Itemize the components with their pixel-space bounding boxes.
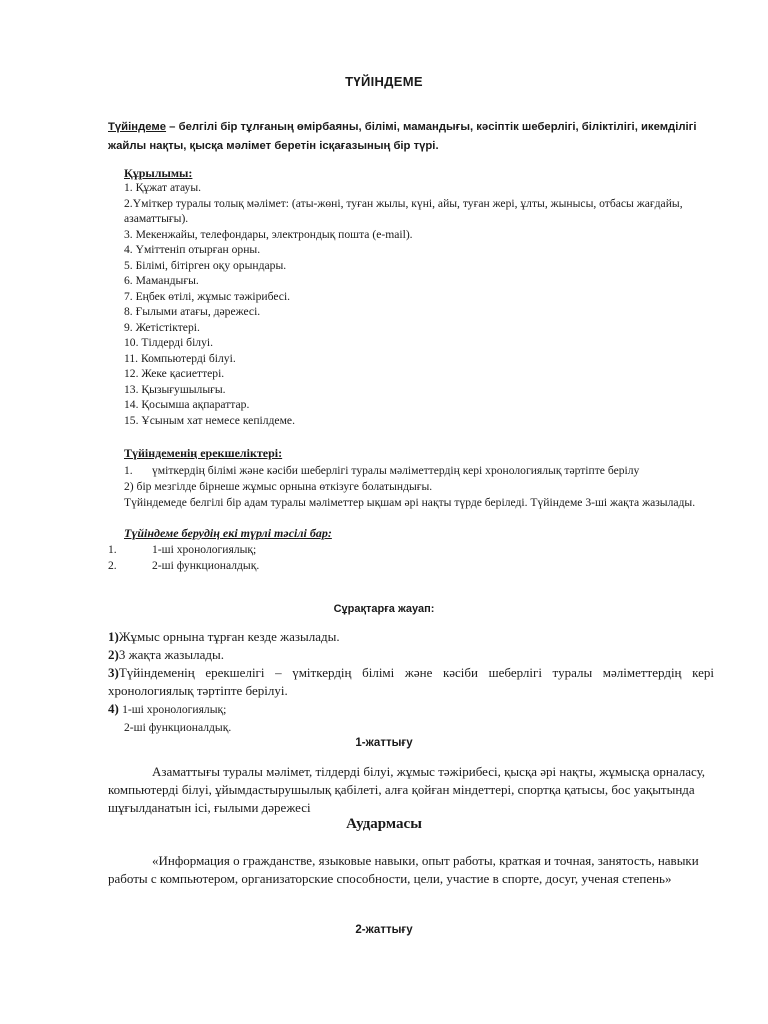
- ways-list: [108, 542, 708, 573]
- list-item: [108, 542, 708, 558]
- list-item: [108, 558, 708, 574]
- answer-number: 3): [108, 665, 119, 680]
- answer-number: 2): [108, 647, 119, 662]
- answer-item: [108, 664, 714, 700]
- list-item: 10. Тілдерді білуі.: [124, 336, 214, 349]
- qa-heading: Сұрақтарға жауап:: [333, 603, 435, 615]
- answer-number: 4): [108, 701, 119, 716]
- translation-heading: Аудармасы: [346, 816, 422, 832]
- structure-heading: Құрылымы:: [124, 166, 193, 180]
- list-item: 12. Жеке қасиеттері.: [124, 367, 225, 380]
- answers-block: [108, 628, 714, 737]
- answer-continuation: 2-ші функционалдық.: [124, 721, 232, 734]
- list-item: 9. Жетістіктері.: [124, 320, 200, 334]
- list-item: [124, 463, 724, 479]
- list-item: 15. Ұсыным хат немесе кепілдеме.: [124, 413, 295, 427]
- answer-item: [108, 628, 714, 646]
- answer-item: [108, 700, 714, 719]
- list-item: 2) бір мезгілде бірнеше жұмыс орнына өткізуге болатындығы.: [124, 479, 433, 493]
- features-list: [124, 463, 724, 494]
- list-item: 1. Құжат атауы.: [124, 181, 202, 194]
- list-item: 2.Үміткер туралы толық мәлімет: (аты-жөні, туған жылы, күні, айы, туған жері, ұлты, жынысы, отбасы жағдайы, азаматтығы).: [124, 196, 683, 225]
- list-item: 14. Қосымша ақпараттар.: [124, 398, 250, 411]
- answer-text: 1-ші хронологиялық;: [122, 703, 227, 716]
- structure-list: [124, 180, 724, 428]
- exercise2-heading: 2-жаттығу: [355, 924, 413, 936]
- exercise1-heading: 1-жаттығу: [355, 737, 413, 749]
- features-paragraph: Түйіндемеде белгілі бір адам туралы мәліметтер ықшам әрі нақты түрде беріледі. Түйіндеме 3-ші жақта жазылады.: [124, 496, 696, 509]
- answer-text: Жұмыс орнына тұрған кезде жазылады.: [118, 629, 340, 644]
- list-item: 11. Компьютерді білуі.: [124, 351, 236, 365]
- intro-term: Түйіндеме: [108, 121, 167, 133]
- answer-number: 1): [108, 629, 119, 644]
- list-item: 13. Қызығушылығы.: [124, 382, 226, 396]
- answer-item: [108, 646, 714, 664]
- list-text: үміткердің білімі және кәсіби шеберлігі туралы мәліметтердің кері хронологиялық тәртіпте берілу: [152, 464, 640, 477]
- list-item: 7. Еңбек өтілі, жұмыс тәжірибесі.: [124, 289, 291, 303]
- intro-text: – белгілі бір тұлғаның өмірбаяны, білімі, мамандығы, кәсіптік шеберлігі, біліктілігі, икемділігі жайлы нақты, қысқа мәлімет беретін ісқағазының бір түрі.: [108, 121, 697, 152]
- list-number: 1.: [124, 464, 133, 477]
- list-item: 6. Мамандығы.: [124, 274, 199, 287]
- ways-heading: Түйіндеме берудің екі түрлі тәсілі бар:: [124, 526, 332, 540]
- intro-paragraph: [108, 118, 708, 156]
- answer-text: 3 жақта жазылады.: [118, 647, 224, 662]
- list-item: 3. Мекенжайы, телефондары, электрондық пошта (e-mail).: [124, 227, 413, 241]
- list-item: 5. Білімі, бітірген оқу орындары.: [124, 258, 287, 272]
- translation-text: «Информация о гражданстве, языковые навыки, опыт работы, краткая и точная, занятость, навыки работы с компьютером, организаторские способности, цели, участие в спорте, досуг, ученая степень»: [108, 853, 699, 886]
- list-text: 1-ші хронологиялық;: [152, 543, 257, 556]
- answer-text: Түйіндеменің ерекшелігі – үміткердің білімі және кәсіби шеберлігі туралы мәліметтердің кері хронологиялық тәртіпте берілуі.: [108, 665, 714, 698]
- list-text: 2-ші функционалдық.: [152, 558, 260, 572]
- list-item: 8. Ғылыми атағы, дәрежесі.: [124, 305, 261, 318]
- features-heading: Түйіндеменің ерекшеліктері:: [124, 446, 283, 460]
- exercise1-text: Азаматтығы туралы мәлімет, тілдерді білуі, жұмыс тәжірибесі, қысқа әрі нақты, жұмысқа орналасу, компьютерді білуі, ұйымдастырушылық қабілеті, алға қойған міндеттері, спортқа қатысы, бос уақытында шұғылданатын ісі, ғылыми дәрежесі: [108, 764, 706, 815]
- list-number: 1.: [108, 543, 117, 556]
- list-item: 4. Үміттеніп отырған орны.: [124, 243, 261, 256]
- list-number: 2.: [108, 558, 117, 572]
- document-title: ТҮЙІНДЕМЕ: [345, 74, 423, 89]
